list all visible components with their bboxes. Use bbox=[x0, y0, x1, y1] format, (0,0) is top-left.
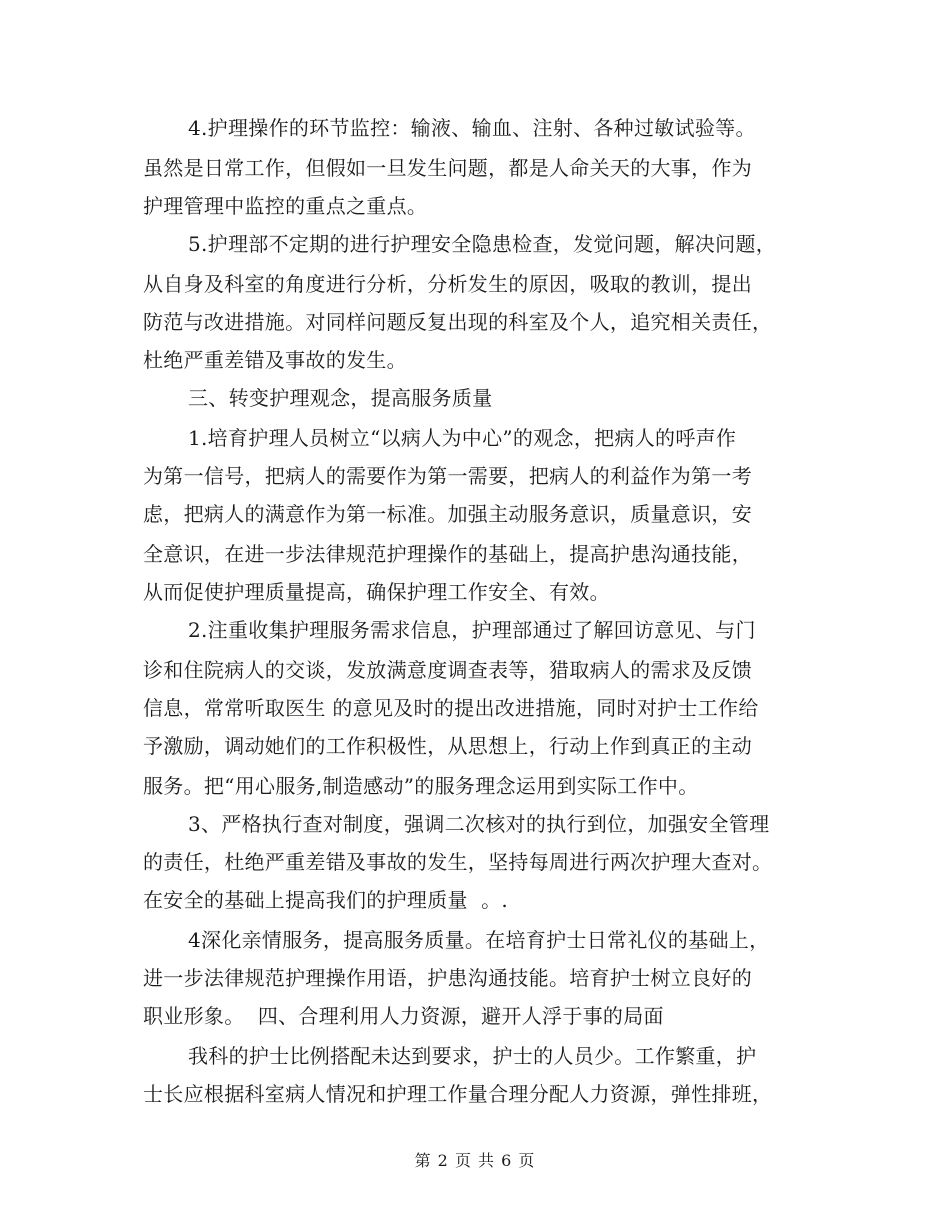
text-line: 士长应根据科室病人情况和护理工作量合理分配人力资源，弹性排班， bbox=[143, 1082, 773, 1106]
text-line: 信息，常常听取医生 的意见及时的提出改进措施，同时对护士工作给 bbox=[143, 696, 759, 720]
text-line: 的责任，杜绝严重差错及事故的发生，坚持每周进行两次护理大查对。 bbox=[143, 850, 773, 874]
text-line: 2.注重收集护理服务需求信息，护理部通过了解回访意见、与门 bbox=[188, 618, 756, 642]
text-line: 1.培育护理人员树立“以病人为中心”的观念，把病人的呼声作 bbox=[188, 426, 737, 450]
text-line: 防范与改进措施。对同样问题反复出现的科室及个人，追究相关责任， bbox=[143, 310, 773, 334]
text-line: 从自身及科室的角度进行分析，分析发生的原因，吸取的教训，提出 bbox=[143, 272, 752, 296]
text-line: 虑，把病人的满意作为第一标准。加强主动服务意识，质量意识，安 bbox=[143, 502, 752, 526]
text-line: 全意识，在进一步法律规范护理操作的基础上，提高护患沟通技能， bbox=[143, 542, 752, 566]
section-heading: 三、转变护理观念，提高服务质量 bbox=[188, 386, 493, 410]
page-number: 第 2 页 共 6 页 bbox=[414, 1151, 536, 1170]
text-line: 进一步法律规范护理操作用语，护患沟通技能。培育护士树立良好的 bbox=[143, 966, 752, 990]
text-line: 护理管理中监控的重点之重点。 bbox=[143, 194, 428, 218]
text-line: 服务。把“用心服务,制造感动”的服务理念运用到实际工作中。 bbox=[143, 774, 699, 798]
text-line: 虽然是日常工作，但假如一旦发生问题，都是人命关天的大事，作为 bbox=[143, 156, 752, 180]
text-line: 从而促使护理质量提高，确保护理工作安全、有效。 bbox=[143, 580, 610, 604]
text-line: 4.护理操作的环节监控：输液、输血、注射、各种过敏试验等。 bbox=[188, 116, 756, 140]
text-line: 职业形象。 四、合理利用人力资源，避开人浮于事的局面 bbox=[143, 1004, 664, 1028]
text-line: 5.护理部不定期的进行护理安全隐患检查，发觉问题，解决问题， bbox=[188, 232, 777, 256]
text-line: 4深化亲情服务，提高服务质量。在培育护士日常礼仪的基础上， bbox=[188, 928, 770, 952]
text-line: 3、严格执行查对制度，强调二次核对的执行到位，加强安全管理 bbox=[188, 812, 770, 836]
text-line: 为第一信号，把病人的需要作为第一需要，把病人的利益作为第一考 bbox=[143, 464, 752, 488]
text-line: 诊和住院病人的交谈，发放满意度调查表等，猎取病人的需求及反馈 bbox=[143, 658, 752, 682]
text-line: 在安全的基础上提高我们的护理质量 。. bbox=[143, 888, 509, 912]
text-line: 杜绝严重差错及事故的发生。 bbox=[143, 348, 407, 372]
text-line: 予激励，调动她们的工作积极性，从思想上，行动上作到真正的主动 bbox=[143, 734, 752, 758]
text-line: 我科的护士比例搭配未达到要求，护士的人员少。工作繁重，护 bbox=[188, 1044, 757, 1068]
